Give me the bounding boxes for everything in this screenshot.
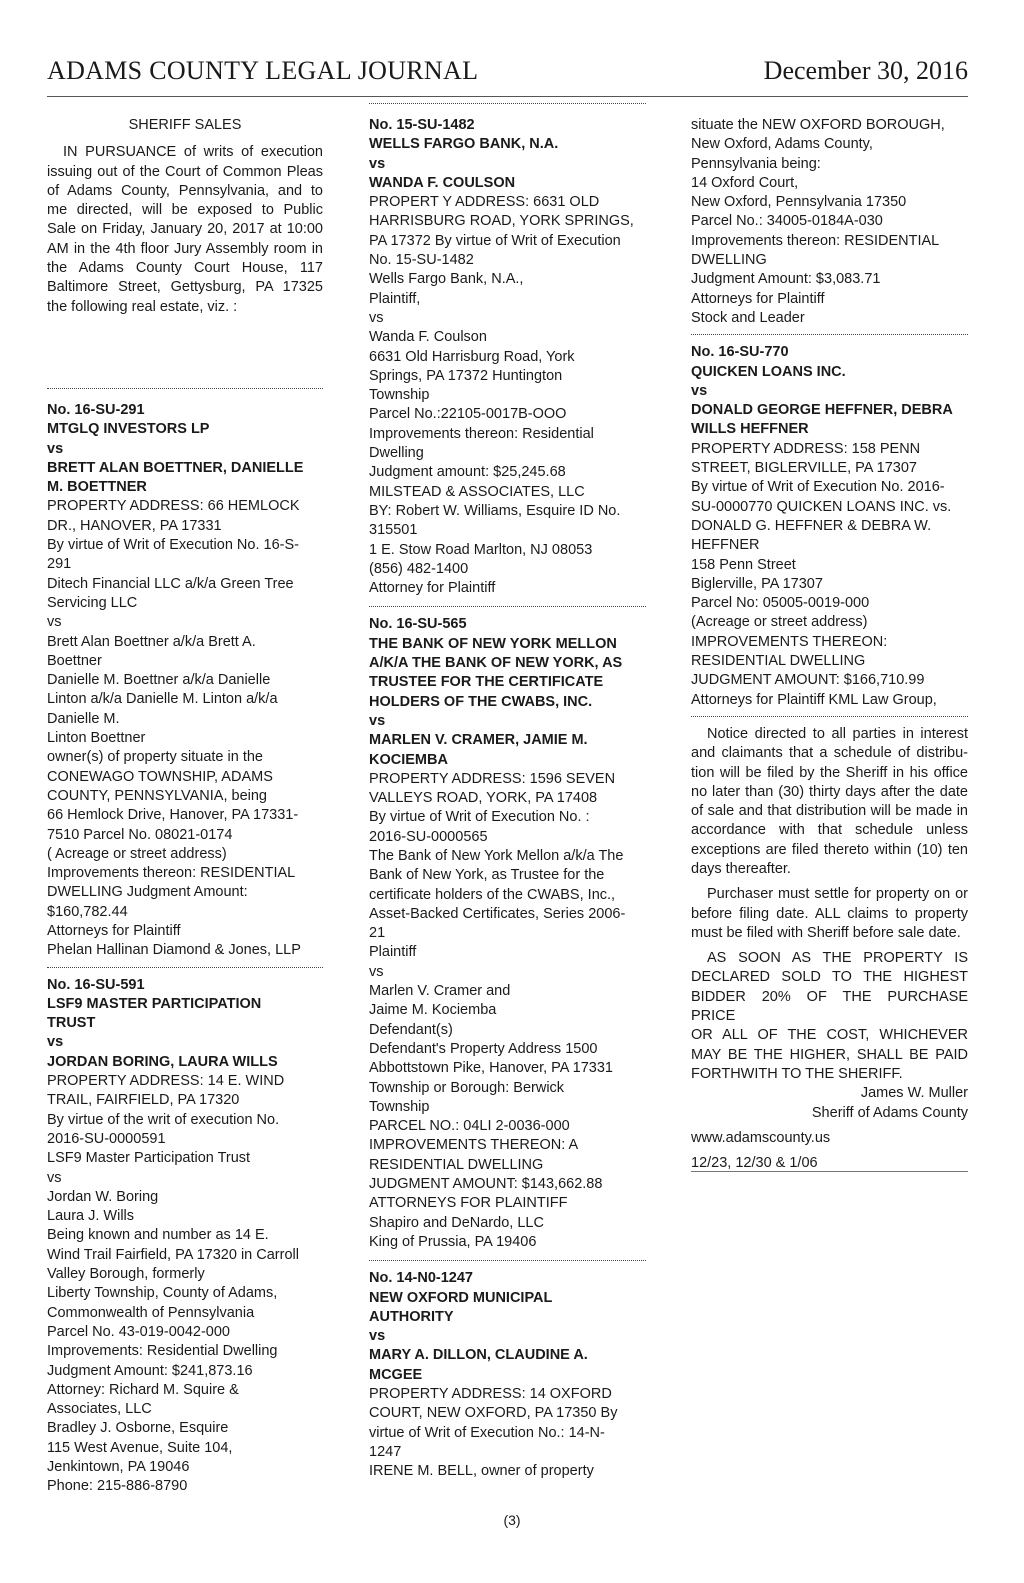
case-body-line: Jordan W. Boring (47, 1188, 159, 1205)
case-body-line: By virtue of the writ of execution No. (47, 1111, 280, 1128)
case-body-line: Boettner (47, 652, 102, 669)
case-body-line: TRAIL, FAIRFIELD, PA 17320 (47, 1092, 240, 1109)
case-body-line: Parcel No. 43-019-0042-000 (47, 1323, 230, 1340)
case-heading-line: JORDAN BORING, LAURA WILLS (47, 1053, 278, 1070)
case-body-line: Ditech Financial LLC a/k/a Green Tree (47, 575, 294, 592)
case-body-line: Attorney: Richard M. Squire & (47, 1381, 239, 1398)
case-body-line: Servicing LLC (47, 594, 138, 611)
case-heading-line: M. BOETTNER (47, 479, 147, 496)
case-body-line: Attorney for Plaintiff (369, 580, 496, 597)
case-body-line: 7510 Parcel No. 08021-0174 (47, 826, 233, 843)
case-body-line: PROPERTY ADDRESS: 158 PENN (691, 440, 921, 457)
case-body-line: Defendant(s) (369, 1021, 453, 1038)
case-heading-line: No. 16-SU-591 (47, 976, 145, 993)
case-body-line: STREET, BIGLERVILLE, PA 17307 (691, 460, 917, 477)
intro-line: of Adams County, Pennsylvania, and to (47, 182, 323, 199)
publication-title: ADAMS COUNTY LEGAL JOURNAL (47, 56, 479, 85)
case-heading-line: TRUSTEE FOR THE CERTIFICATE (369, 674, 604, 691)
case-body-line: Jaime M. Kociemba (369, 1002, 497, 1019)
case-body-line: certificate holders of the CWABS, Inc., (369, 886, 616, 903)
case-heading-line: HOLDERS OF THE CWABS, INC. (369, 693, 593, 710)
case-body-line: ATTORNEYS FOR PLAINTIFF (369, 1195, 568, 1212)
case-heading-line: WILLS HEFFNER (691, 421, 809, 438)
intro-line: Sale on Friday, January 20, 2017 at 10:00 (47, 221, 323, 238)
case-body-line: Phelan Hallinan Diamond & Jones, LLP (47, 942, 301, 959)
intro-line: me directed, will be exposed to Public (47, 202, 323, 219)
case-body-line: vs (369, 963, 384, 980)
case-body-line: Linton Boettner (47, 730, 146, 747)
case-heading-line: WANDA F. COULSON (369, 174, 516, 191)
signer-title: Sheriff of Adams County (811, 1104, 968, 1121)
case-body-line: Judgment Amount: $241,873.16 (47, 1362, 253, 1379)
case-heading-line: TRUST (47, 1015, 96, 1032)
case-body-line: vs (47, 614, 62, 631)
intro-line: IN PURSUANCE of writs of execution (63, 144, 323, 161)
case-heading-line: MARY A. DILLON, CLAUDINE A. (369, 1347, 588, 1364)
case-body-line: SU-0000770 QUICKEN LOANS INC. vs. (691, 498, 952, 515)
intro-line: AM in the 4th floor Jury Assembly room in (47, 240, 323, 257)
case-body-line: Township (369, 387, 430, 404)
case-body-line: Parcel No.:22105-0017B-OOO (369, 406, 567, 423)
case-heading-line: No. 14-N0-1247 (369, 1270, 473, 1287)
column-end-rule (691, 1171, 968, 1172)
sale-listing (691, 343, 968, 710)
case-body-line: Valley Borough, formerly (47, 1266, 205, 1283)
case-body-line: Brett Alan Boettner a/k/a Brett A. (47, 633, 256, 650)
case-body-line: Abbottstown Pike, Hanover, PA 17331 (369, 1060, 613, 1077)
intro-line: the following real estate, viz. : (47, 298, 238, 315)
page-number: (3) (503, 1512, 521, 1528)
case-body-line: 315501 (369, 522, 418, 539)
case-heading-line: No. 16-SU-565 (369, 616, 467, 633)
case-body-line: PROPERTY ADDRESS: 66 HEMLOCK (47, 498, 300, 515)
case-body-line: Attorneys for Plaintiff (47, 922, 181, 939)
case-body-line: HEFFNER (691, 537, 760, 554)
case-body-line: Springs, PA 17372 Huntington (369, 367, 563, 384)
case-body-line: Improvements thereon: RESIDENTIAL (691, 232, 940, 249)
case-body-line: RESIDENTIAL DWELLING (691, 653, 866, 670)
case-body-line: JUDGMENT AMOUNT: $143,662.88 (369, 1176, 603, 1193)
case-body-line: Phone: 215-886-8790 (47, 1478, 188, 1495)
case-body-line: PROPERTY ADDRESS: 1596 SEVEN (369, 770, 616, 787)
case-body-line: 6631 Old Harrisburg Road, York (369, 348, 575, 365)
case-heading-line: MTGLQ INVESTORS LP (47, 421, 210, 438)
case-heading-line: vs (369, 1328, 386, 1345)
case-body-line: Associates, LLC (47, 1401, 152, 1418)
sale-listing (369, 116, 646, 598)
column-2 (369, 103, 646, 1481)
sale-listing (47, 401, 323, 961)
case-body-line: 291 (47, 556, 72, 573)
case-body-line: situate the NEW OXFORD BOROUGH, (691, 117, 945, 133)
case-body-line: 14 Oxford Court, (691, 174, 799, 191)
case-body-line: Wind Trail Fairfield, PA 17320 in Carroll (47, 1246, 299, 1263)
case-body-line: CONEWAGO TOWNSHIP, ADAMS (47, 768, 273, 785)
case-heading-line: WELLS FARGO BANK, N.A. (369, 136, 559, 153)
case-heading-line: vs (369, 712, 386, 729)
case-body-line: Improvements: Residential Dwelling (47, 1343, 278, 1360)
case-body-line: No. 15-SU-1482 (369, 252, 474, 269)
case-body-line: 21 (369, 925, 386, 942)
case-body-line: 2016-SU-0000565 (369, 828, 488, 845)
website-link[interactable]: www.adamscounty.us (691, 1129, 831, 1146)
case-body-line: Shapiro and DeNardo, LLC (369, 1214, 544, 1231)
case-body-line: Attorneys for Plaintiff KML Law Group, (691, 691, 937, 708)
case-body-line: 158 Penn Street (691, 556, 796, 573)
sale-listing (47, 976, 323, 1497)
case-body-line: DONALD G. HEFFNER & DEBRA W. (691, 517, 932, 534)
sale-listing (369, 1269, 646, 1481)
sale-listing (369, 615, 646, 1252)
case-body-line: Wells Fargo Bank, N.A., (369, 271, 524, 288)
case-body-line: Plaintiff, (369, 290, 421, 307)
intro-line: issuing out of the Court of Common Pleas (47, 163, 323, 180)
case-body-line: virtue of Writ of Execution No.: 14-N- (369, 1424, 605, 1441)
signer-name: James W. Muller (860, 1085, 968, 1102)
page-header (47, 56, 968, 96)
case-body-line: By virtue of Writ of Execution No. : (369, 809, 590, 826)
case-body-line: 1 E. Stow Road Marlton, NJ 08053 (369, 541, 593, 558)
case-body-line: Laura J. Wills (47, 1208, 135, 1225)
case-body-line: 1247 (369, 1443, 402, 1460)
intro-line: Baltimore Street, Gettysburg, PA 17325 (47, 279, 323, 296)
case-body-line: $160,782.44 (47, 903, 128, 920)
case-body-line: 2016-SU-0000591 (47, 1130, 166, 1147)
case-body-line: DR., HANOVER, PA 17331 (47, 517, 222, 534)
case-body-line: COUNTY, PENNSYLVANIA, being (47, 787, 267, 804)
distribution-notice: Notice directed to all parties in interest and claimants that a schedule of distribu- tion will be filed by the Sheriff in his office no later than (30) thirty days after the date of sale and that distribution will be made in accordance with that schedule unless exceptions are filed thereto within (10) ten days thereafter. (691, 725, 968, 877)
case-body-line: Improvements thereon: RESIDENTIAL (47, 865, 296, 882)
case-body-line: Bank of New York, as Trustee for the (369, 867, 605, 884)
case-heading-line: QUICKEN LOANS INC. (691, 363, 846, 380)
column-3 (691, 116, 968, 1173)
case-body-line: IRENE M. BELL, owner of property (369, 1463, 594, 1480)
case-body-line: Liberty Township, County of Adams, (47, 1285, 278, 1302)
case-body-line: Being known and number as 14 E. (47, 1227, 269, 1244)
case-body-line: Judgment Amount: $3,083.71 (691, 271, 881, 288)
case-body-line: vs (369, 309, 384, 326)
header-rule (47, 96, 968, 97)
case-heading-line: THE BANK OF NEW YORK MELLON (369, 635, 617, 652)
case-body-line: Linton a/k/a Danielle M. Linton a/k/a (47, 691, 278, 708)
case-body-line: King of Prussia, PA 19406 (369, 1233, 537, 1250)
case-body-line: ( Acreage or street address) (47, 845, 227, 862)
case-body-line: DWELLING Judgment Amount: (47, 884, 248, 901)
case-body-line: Attorneys for Plaintiff (691, 290, 825, 307)
case-body-line: Township (369, 1098, 430, 1115)
case-body-line: VALLEYS ROAD, YORK, PA 17408 (369, 790, 598, 807)
case-body-line: HARRISBURG ROAD, YORK SPRINGS, (369, 213, 634, 230)
intro-line: the Adams County Court House, 117 (47, 260, 323, 277)
case-body-line: MILSTEAD & ASSOCIATES, LLC (369, 483, 585, 500)
case-body-line: Danielle M. Boettner a/k/a Danielle (47, 672, 271, 689)
sale-listing-continued (691, 116, 968, 328)
case-body-line: Judgment amount: $25,245.68 (369, 464, 566, 481)
case-body-line: Township or Borough: Berwick (369, 1079, 565, 1096)
case-body-line: 66 Hemlock Drive, Hanover, PA 17331- (47, 807, 299, 824)
case-body-line: Danielle M. (47, 710, 120, 727)
case-body-line: By virtue of Writ of Execution No. 16-S- (47, 537, 299, 554)
section-title: SHERIFF SALES (128, 117, 242, 133)
purchaser-notice: Purchaser must settle for property on or before filing date. ALL claims to property must be filed with Sheriff before sale date. (691, 886, 968, 941)
column-1 (47, 116, 323, 1497)
case-body-line: IMPROVEMENTS THEREON: (691, 633, 888, 650)
case-body-line: PROPERTY ADDRESS: 14 E. WIND (47, 1073, 285, 1090)
case-body-line: JUDGMENT AMOUNT: $166,710.99 (691, 672, 925, 689)
case-body-line: Parcel No: 05005-0019-000 (691, 595, 870, 612)
case-body-line: COURT, NEW OXFORD, PA 17350 By (369, 1405, 618, 1422)
case-body-line: owner(s) of property situate in the (47, 749, 263, 766)
case-heading-line: KOCIEMBA (369, 751, 448, 768)
case-heading-line: NEW OXFORD MUNICIPAL (369, 1289, 553, 1306)
case-body-line: PROPERT Y ADDRESS: 6631 OLD (369, 194, 600, 211)
case-body-line: PARCEL NO.: 04LI 2-0036-000 (369, 1118, 570, 1135)
case-body-line: Dwelling (369, 445, 424, 462)
case-body-line: PROPERTY ADDRESS: 14 OXFORD (369, 1386, 612, 1402)
case-body-line: By virtue of Writ of Execution No. 2016- (691, 479, 945, 496)
case-body-line: vs (47, 1169, 62, 1186)
case-body-line: (856) 482-1400 (369, 560, 469, 577)
case-body-line: PA 17372 By virtue of Writ of Execution (369, 232, 621, 249)
case-body-line: Commonwealth of Pennsylvania (47, 1304, 255, 1321)
case-heading-line: BRETT ALAN BOETTNER, DANIELLE (47, 459, 304, 476)
publication-dates: 12/23, 12/30 & 1/06 (691, 1155, 818, 1172)
case-heading-line: vs (691, 382, 708, 399)
case-heading-line: LSF9 MASTER PARTICIPATION (47, 995, 262, 1012)
case-heading-line: A/K/A THE BANK OF NEW YORK, AS (369, 655, 623, 672)
intro-paragraph (47, 143, 323, 317)
case-heading-line: vs (369, 155, 386, 172)
case-body-line: 115 West Avenue, Suite 104, (47, 1439, 233, 1456)
case-body-line: IMPROVEMENTS THEREON: A (369, 1137, 579, 1154)
case-body-line: Biglerville, PA 17307 (691, 575, 823, 592)
case-heading-line: MARLEN V. CRAMER, JAMIE M. (369, 732, 588, 749)
case-body-line: Plaintiff (369, 944, 417, 961)
case-body-line: RESIDENTIAL DWELLING (369, 1156, 544, 1173)
case-body-line: Defendant's Property Address 1500 (369, 1040, 598, 1057)
case-body-line: Pennsylvania being: (691, 155, 821, 172)
case-heading-line: No. 16-SU-291 (47, 401, 145, 418)
case-body-line: Parcel No.: 34005-0184A-030 (691, 213, 883, 230)
case-body-line: Bradley J. Osborne, Esquire (47, 1420, 229, 1437)
case-heading-line: AUTHORITY (369, 1308, 454, 1325)
case-body-line: Marlen V. Cramer and (369, 983, 511, 1000)
case-heading-line: DONALD GEORGE HEFFNER, DEBRA (691, 402, 953, 419)
case-body-line: Jenkintown, PA 19046 (47, 1459, 190, 1475)
case-heading-line: No. 16-SU-770 (691, 344, 789, 361)
case-heading-line: No. 15-SU-1482 (369, 117, 475, 133)
payment-notice: AS SOON AS THE PROPERTY IS DECLARED SOLD TO THE HIGHEST BIDDER 20% OF THE PURCHASE PRICE OR ALL OF THE COST, WHICHEVER MAY BE THE HIGHER, SHALL BE PAID FORTHWITH TO THE SHERIFF. (691, 950, 968, 1082)
case-body-line: LSF9 Master Participation Trust (47, 1150, 251, 1167)
case-body-line: Wanda F. Coulson (369, 329, 487, 346)
case-body-line: (Acreage or street address) (691, 614, 868, 631)
issue-date: December 30, 2016 (763, 56, 968, 85)
case-body-line: The Bank of New York Mellon a/k/a The (369, 847, 624, 864)
case-body-line: New Oxford, Pennsylvania 17350 (691, 194, 907, 211)
case-body-line: DWELLING (691, 252, 767, 269)
case-body-line: New Oxford, Adams County, (691, 136, 873, 153)
case-heading-line: MCGEE (369, 1366, 423, 1383)
case-body-line: Improvements thereon: Residential (369, 425, 594, 442)
case-heading-line: vs (47, 440, 64, 457)
case-body-line: Stock and Leader (691, 309, 805, 326)
case-body-line: Asset-Backed Certificates, Series 2006- (369, 905, 626, 922)
case-heading-line: vs (47, 1034, 64, 1051)
case-body-line: BY: Robert W. Williams, Esquire ID No. (369, 502, 621, 519)
